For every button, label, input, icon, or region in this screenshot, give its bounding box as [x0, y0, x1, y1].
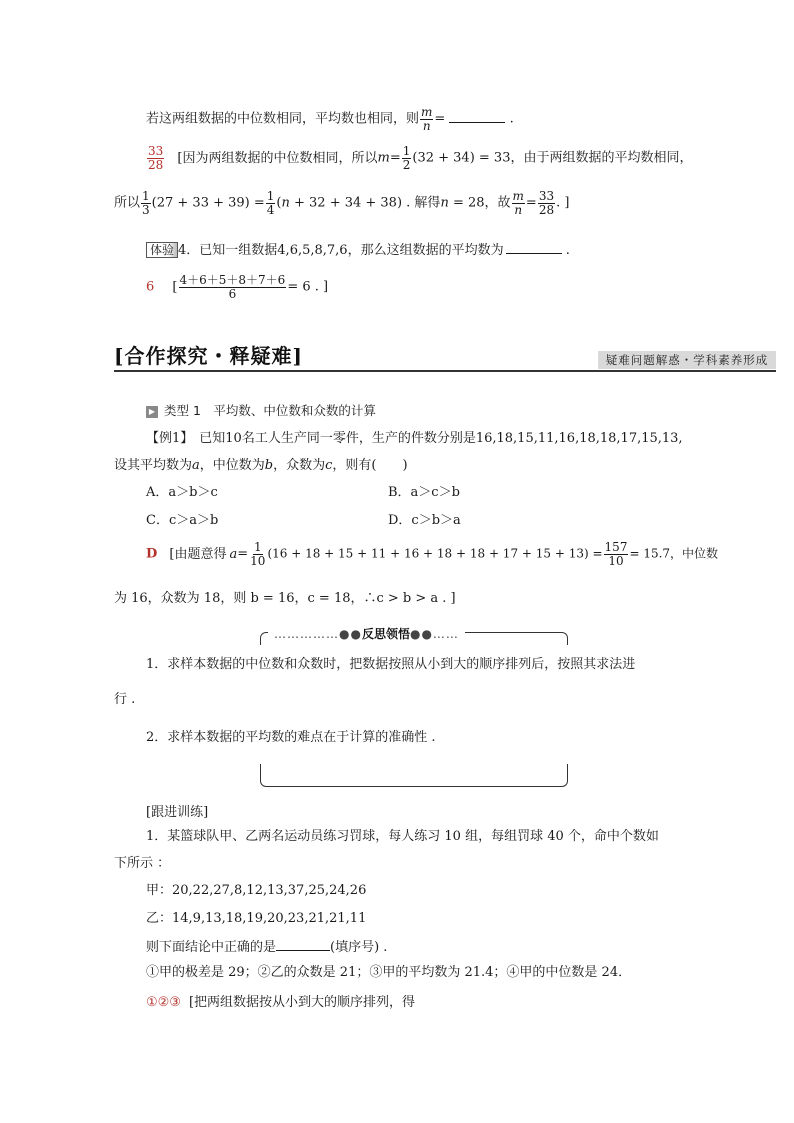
ex1-option-c: C．c＞a＞b [146, 513, 219, 528]
a3-line-2: 所以 $\frac{1}{3}$ (27 + 33 + 39) = $\frac{1}{4}$ (n + 32 + 34 + 38) . 解得n = 28，故 $\frac{m}{n}$ = $\frac{33}{28}$ . ] [114, 189, 570, 217]
a3-line-1: $\frac{33}{28}$ [因为两组数据的中位数相同，所以m= $\frac{1}{2}$ (32 + 34) = 33，由于两组数据的平均数相同， [148, 144, 693, 172]
q3-answer-blank [449, 111, 505, 123]
q4-answer-blank [506, 242, 562, 254]
practice-answer-line: ①②③ [把两组数据按从小到大的顺序排列，得 [146, 995, 416, 1010]
ex1-tag: 【例1】 [146, 431, 194, 446]
practice-q1-line-2: 下所示 ： [114, 856, 171, 871]
a4-line: 6 [ $\frac{4+6+5+8+7+6}{6}$ = 6 . ] [146, 273, 329, 301]
practice-answer: ①②③ [146, 995, 181, 1010]
ex1-answer-line-2: 为 16，众数为 18，则 b = 16，c = 18，∴c > b > a . ] [114, 591, 456, 606]
practice-q1-line-3: 则下面结论中正确的是 (填序号) . [146, 940, 388, 955]
section-tag: 疑难问题解惑・学科素养形成 [598, 351, 776, 369]
reflect-label: ……………●●反思领悟●●…… [268, 625, 465, 642]
q3-text: 若这两组数据的中位数相同，平均数也相同，则 [146, 111, 420, 127]
ex1-answer-line-1: D [由题意得 a= $\frac{1}{10}$ (16 + 18 + 15 + 11 + 16 + 18 + 18 + 17 + 15 + 13) = $\frac{157}{10}$ = 15.7，中位数 [146, 540, 719, 568]
type1-heading: ▶ 类型 1 平均数、中位数和众数的计算 [146, 405, 376, 418]
reflect-p1-b: 行 . [114, 692, 136, 707]
a4-answer: 6 [146, 279, 155, 295]
a3-answer: $\frac{33}{28}$ [148, 144, 164, 172]
practice-answer-blank [276, 939, 330, 951]
section-title: [合作探究・释疑难] [114, 344, 303, 368]
play-icon: ▶ [146, 406, 158, 418]
practice-yi-data: 乙：14,9,13,18,19,20,23,21,21,11 [146, 911, 367, 926]
reflect-p1-a: 1．求样本数据的中位数和众数时，把数据按照从小到大的顺序排列后，按照其求法进 [146, 657, 636, 672]
ex1-line-1: 【例1】 已知10名工人生产同一零件，生产的件数分别是16,18,15,11,16,18,18,17,15,13, [146, 431, 683, 446]
section-rule [114, 370, 776, 372]
q3-fraction: $\frac{m}{n}$ [421, 105, 433, 133]
reflect-p2: 2．求样本数据的平均数的难点在于计算的准确性 . [146, 730, 436, 745]
q4-line: 体验 4．已知一组数据4,6,5,8,7,6，那么这组数据的平均数为 . [146, 242, 570, 258]
ex1-answer: D [146, 546, 158, 562]
ex1-line-2: 设其平均数为a，中位数为b，众数为c，则有( ) [114, 458, 408, 473]
practice-q1-line-4: ①甲的极差是 29；②乙的众数是 21；③甲的平均数为 21.4；④甲的中位数是 24． [146, 965, 632, 980]
practice-q1-line-1: 1．某篮球队甲、乙两名运动员练习罚球，每人练习 10 组，每组罚球 40 个，命中个数如 [146, 829, 659, 844]
a4-fraction: $\frac{4+6+5+8+7+6}{6}$ [179, 273, 286, 301]
reflect-box-bottom [260, 764, 568, 787]
ex1-option-d: D．c＞b＞a [388, 513, 461, 528]
practice-jia-data: 甲：20,22,27,8,12,13,37,25,24,26 [146, 883, 367, 898]
ex1-option-b: B．a＞c＞b [388, 485, 460, 500]
tiyan-tag: 体验 [146, 242, 178, 258]
q3-line: 若这两组数据的中位数相同，平均数也相同，则 $\frac{m}{n}$ = . [146, 105, 514, 133]
ex1-option-a: A．a＞b＞c [146, 485, 218, 500]
practice-tag: [跟进训练] [146, 805, 209, 820]
